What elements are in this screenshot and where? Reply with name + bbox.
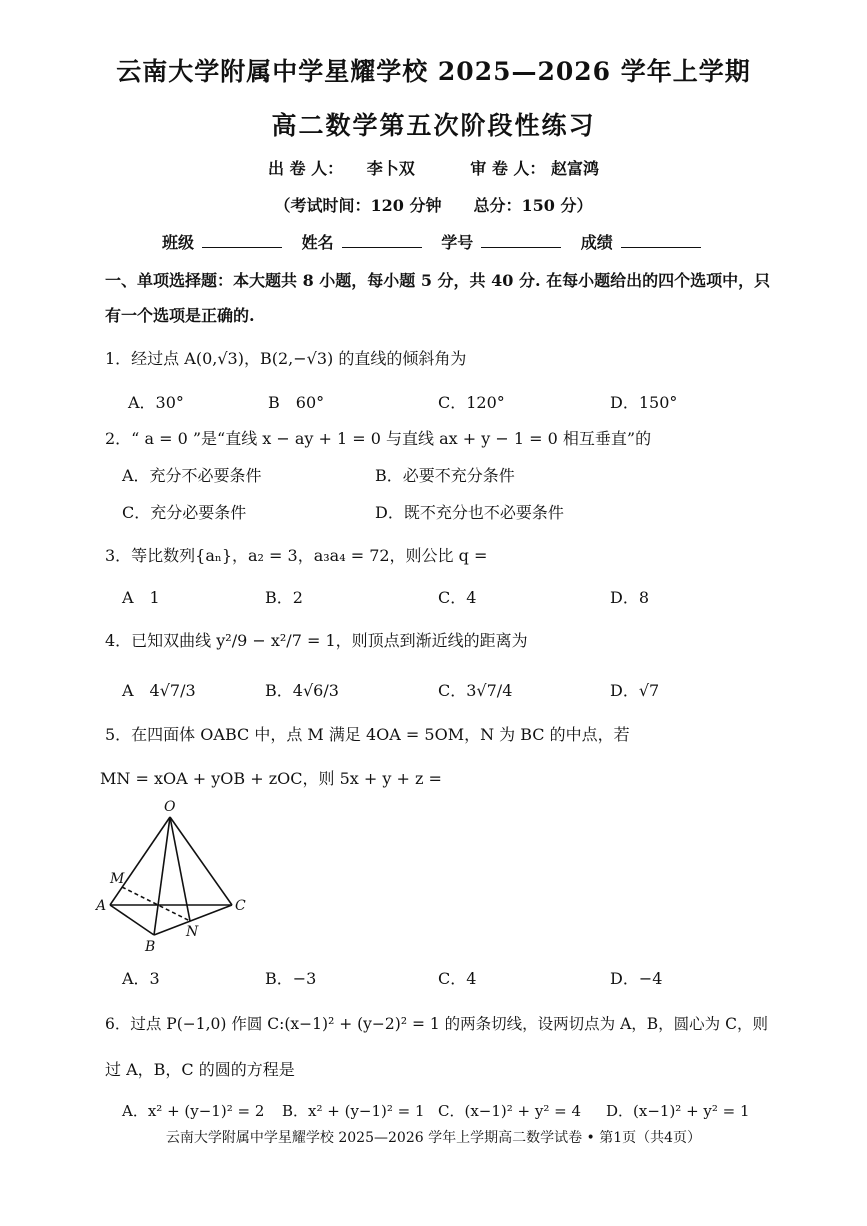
exam-title-line2: 高二数学第五次阶段性练习 bbox=[271, 111, 596, 140]
q4-option-d: D．√7 bbox=[610, 681, 660, 700]
exam-info: （考试时间：120 分钟 总分：150 分） bbox=[274, 196, 593, 215]
q3-option-c: C．4 bbox=[438, 588, 477, 607]
reviewer-name: 赵富鸿 bbox=[551, 159, 600, 178]
q3-option-a: A 1 bbox=[122, 588, 160, 607]
question-5-stem-line1: 5．在四面体 OABC 中，点 M 满足 4OA = 5OM，N 为 BC 的中点，若 bbox=[105, 725, 630, 744]
q6-option-c: C．(x−1)² + y² = 4 bbox=[438, 1102, 582, 1120]
q1-option-b: B 60° bbox=[268, 393, 325, 412]
q6-option-a: A．x² + (y−1)² = 2 bbox=[122, 1102, 265, 1120]
q5-option-a: A．3 bbox=[122, 969, 160, 988]
q4-option-c: C．3√7/4 bbox=[438, 681, 513, 700]
q2-option-c: C．充分必要条件 bbox=[122, 503, 247, 522]
label-b: B bbox=[145, 939, 156, 955]
setter-label: 出 卷 人： bbox=[267, 159, 344, 178]
page-footer: 云南大学附属中学星耀学校 2025—2026 学年上学期高二数学试卷 • 第1页（共4页） bbox=[165, 1130, 702, 1146]
authors-line bbox=[0, 156, 867, 179]
edge-oa bbox=[110, 817, 170, 905]
label-c: C bbox=[235, 898, 246, 914]
field-id-blank[interactable] bbox=[481, 233, 561, 248]
question-1-stem: 1．经过点 A(0,√3)，B(2,−√3) 的直线的倾斜角为 bbox=[105, 349, 467, 368]
q5-option-b: B．−3 bbox=[265, 969, 317, 988]
field-score-label: 成绩 bbox=[580, 233, 613, 252]
q6-option-d: D．(x−1)² + y² = 1 bbox=[606, 1102, 750, 1120]
q1-option-c: C．120° bbox=[438, 393, 505, 412]
setter-name: 李卜双 bbox=[366, 159, 415, 178]
question-5-stem-line2: MN = xOA + yOB + zOC，则 5x + y + z = bbox=[100, 769, 442, 788]
label-n: N bbox=[186, 924, 199, 940]
question-2-stem: 2．“ a = 0 ”是“直线 x − ay + 1 = 0 与直线 ax + y − 1 = 0 相互垂直”的 bbox=[105, 429, 652, 448]
q5-option-d: D．−4 bbox=[610, 969, 663, 988]
question-6-stem-line2: 过 A，B，C 的圆的方程是 bbox=[105, 1060, 295, 1079]
tetrahedron-figure bbox=[92, 795, 262, 960]
reviewer-label: 审 卷 人： bbox=[470, 159, 546, 178]
q3-option-b: B．2 bbox=[265, 588, 303, 607]
question-3-stem: 3．等比数列{aₙ}，a₂ = 3，a₃a₄ = 72，则公比 q = bbox=[105, 546, 488, 565]
section1-instructions-line1: 一、单项选择题：本大题共 8 小题，每小题 5 分，共 40 分. 在每小题给出的四个选项中，只 bbox=[105, 271, 771, 290]
field-score-blank[interactable] bbox=[621, 233, 701, 248]
label-o: O bbox=[164, 799, 176, 815]
question-4-stem: 4．已知双曲线 y²/9 − x²/7 = 1，则顶点到渐近线的距离为 bbox=[105, 631, 528, 650]
q2-option-d: D．既不充分也不必要条件 bbox=[375, 503, 564, 522]
question-6-stem-line1: 6．过点 P(−1,0) 作圆 C:(x−1)² + (y−2)² = 1 的两条切线，设两切点为 A，B，圆心为 C，则 bbox=[105, 1015, 768, 1033]
field-id-label: 学号 bbox=[441, 233, 474, 252]
q4-option-b: B．4√6/3 bbox=[265, 681, 339, 700]
q2-option-b: B．必要不充分条件 bbox=[375, 466, 515, 485]
q1-option-a: A．30° bbox=[128, 393, 184, 412]
student-fields bbox=[162, 230, 715, 253]
q1-option-d: D．150° bbox=[610, 393, 678, 412]
q5-option-c: C．4 bbox=[438, 969, 477, 988]
q6-option-b: B．x² + (y−1)² = 1 bbox=[282, 1102, 425, 1120]
label-m: M bbox=[110, 871, 125, 887]
q2-option-a: A．充分不必要条件 bbox=[122, 466, 262, 485]
edge-ab bbox=[110, 905, 154, 935]
field-name-blank[interactable] bbox=[342, 233, 422, 248]
field-class-label: 班级 bbox=[162, 233, 195, 252]
q4-option-a: A 4√7/3 bbox=[122, 681, 196, 700]
field-class-blank[interactable] bbox=[202, 233, 282, 248]
q3-option-d: D．8 bbox=[610, 588, 650, 607]
label-a: A bbox=[96, 898, 107, 914]
edge-oc bbox=[170, 817, 232, 905]
exam-title-line1: 云南大学附属中学星耀学校 2025—2026 学年上学期 bbox=[116, 57, 751, 86]
section1-instructions-line2: 有一个选项是正确的. bbox=[105, 306, 255, 325]
edge-ob bbox=[154, 817, 170, 935]
field-name-label: 姓名 bbox=[301, 233, 334, 252]
